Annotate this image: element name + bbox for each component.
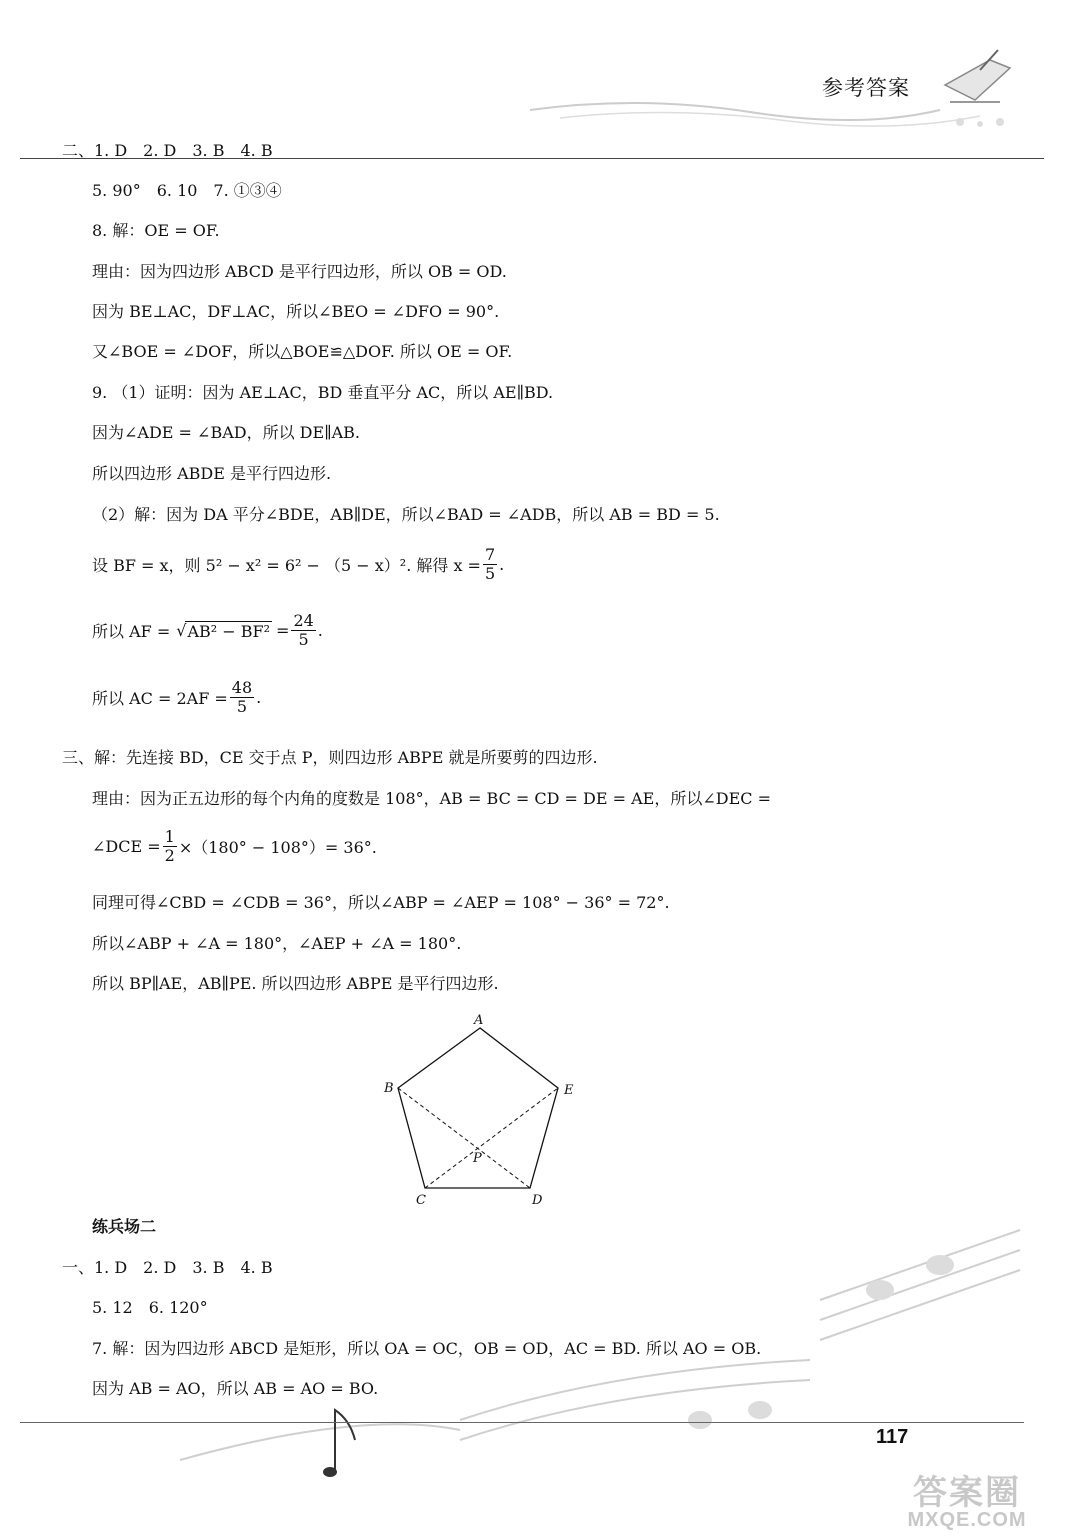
equation-text: 设 BF = x，则 5² − x² = 6² − （5 − x）². 解得 x = <box>92 556 481 575</box>
equation-text: ∠DCE = <box>92 837 161 856</box>
vertex-label-e: E <box>564 1083 574 1098</box>
equation-line <box>92 546 504 583</box>
section-heading: 练兵场二 <box>92 1217 157 1236</box>
answer-line: 所以 BP∥AE，AB∥PE. 所以四边形 ABPE 是平行四边形. <box>92 974 499 993</box>
denominator: 2 <box>164 846 175 865</box>
denominator: 5 <box>236 697 248 716</box>
equation-line <box>92 612 323 649</box>
answer-line: 所以∠ABP + ∠A = 180°，∠AEP + ∠A = 180°. <box>92 934 462 953</box>
equation-end: . <box>256 688 262 707</box>
answer-line: 二、1. D 2. D 3. B 4. B <box>62 141 273 160</box>
watermark <box>887 1476 1047 1530</box>
answer-line: 同理可得∠CBD = ∠CDB = 36°，所以∠ABP = ∠AEP = 108° − 36° = 72°. <box>92 893 670 912</box>
vertex-label-c: C <box>416 1193 426 1208</box>
denominator: 5 <box>298 630 309 649</box>
fraction <box>291 612 315 649</box>
numerator: 1 <box>164 827 175 846</box>
answer-line: 因为 BE⊥AC，DF⊥AC，所以∠BEO = ∠DFO = 90°. <box>92 302 500 321</box>
answer-line: 理由：因为四边形 ABCD 是平行四边形，所以 OB = OD. <box>92 262 507 281</box>
equation-text: = <box>276 621 290 640</box>
fraction <box>163 828 177 865</box>
equation-text: 所以 AF = <box>92 622 171 641</box>
radicand: AB² − BF² <box>187 621 271 641</box>
sqrt-sign: √ <box>176 621 187 640</box>
vertex-label-a: A <box>474 1013 484 1028</box>
vertex-label-p: P <box>473 1151 482 1166</box>
vertex-label-d: D <box>532 1193 543 1208</box>
answer-line: 又∠BOE = ∠DOF，所以△BOE≌△DOF. 所以 OE = OF. <box>92 342 513 361</box>
music-notes-decoration <box>160 1170 1040 1500</box>
answer-line: 9. （1）证明：因为 AE⊥AC，BD 垂直平分 AC，所以 AE∥BD. <box>92 383 554 402</box>
answer-line: 5. 90° 6. 10 7. ①③④ <box>92 181 282 200</box>
numerator: 24 <box>293 611 314 630</box>
answer-line: 因为 AB = AO，所以 AB = AO = BO. <box>92 1379 379 1398</box>
header-title: 参考答案 <box>822 76 910 100</box>
footer-rule <box>20 1422 1024 1423</box>
watermark-line2: MXQE.COM <box>907 1509 1027 1531</box>
answer-line: 8. 解：OE = OF. <box>92 221 220 240</box>
answer-line: 一、1. D 2. D 3. B 4. B <box>62 1258 273 1277</box>
numerator: 48 <box>231 678 253 697</box>
numerator: 7 <box>484 545 496 564</box>
answer-line: 三、解：先连接 BD，CE 交于点 P，则四边形 ABPE 就是所要剪的四边形. <box>62 748 598 767</box>
answer-line: 所以四边形 ABDE 是平行四边形. <box>92 464 332 483</box>
fraction <box>483 546 497 583</box>
answer-line: 7. 解：因为四边形 ABCD 是矩形，所以 OA = OC，OB = OD，AC = BD. 所以 AO = OB. <box>92 1339 762 1358</box>
answer-line: 因为∠ADE = ∠BAD，所以 DE∥AB. <box>92 423 360 442</box>
equation-end: . <box>499 555 505 574</box>
denominator: 5 <box>484 564 496 583</box>
answer-line: 理由：因为正五边形的每个内角的度数是 108°，AB = BC = CD = DE = AE，所以∠DEC = <box>92 789 772 808</box>
equation-line <box>92 828 377 865</box>
vertex-label-b: B <box>384 1081 394 1096</box>
header-decoration <box>520 40 1050 140</box>
equation-text: 所以 AC = 2AF = <box>92 689 228 708</box>
watermark-line1: 答案圈 <box>913 1474 1021 1512</box>
answer-line: 5. 12 6. 120° <box>92 1298 208 1317</box>
fraction <box>230 679 254 716</box>
equation-end: . <box>317 621 323 640</box>
equation-text: ×（180° − 108°）= 36°. <box>178 838 377 857</box>
page-number: 117 <box>876 1426 909 1448</box>
equation-line <box>92 679 261 716</box>
answer-line: （2）解：因为 DA 平分∠BDE，AB∥DE，所以∠BAD = ∠ADB，所以 AB = BD = 5. <box>92 505 720 524</box>
